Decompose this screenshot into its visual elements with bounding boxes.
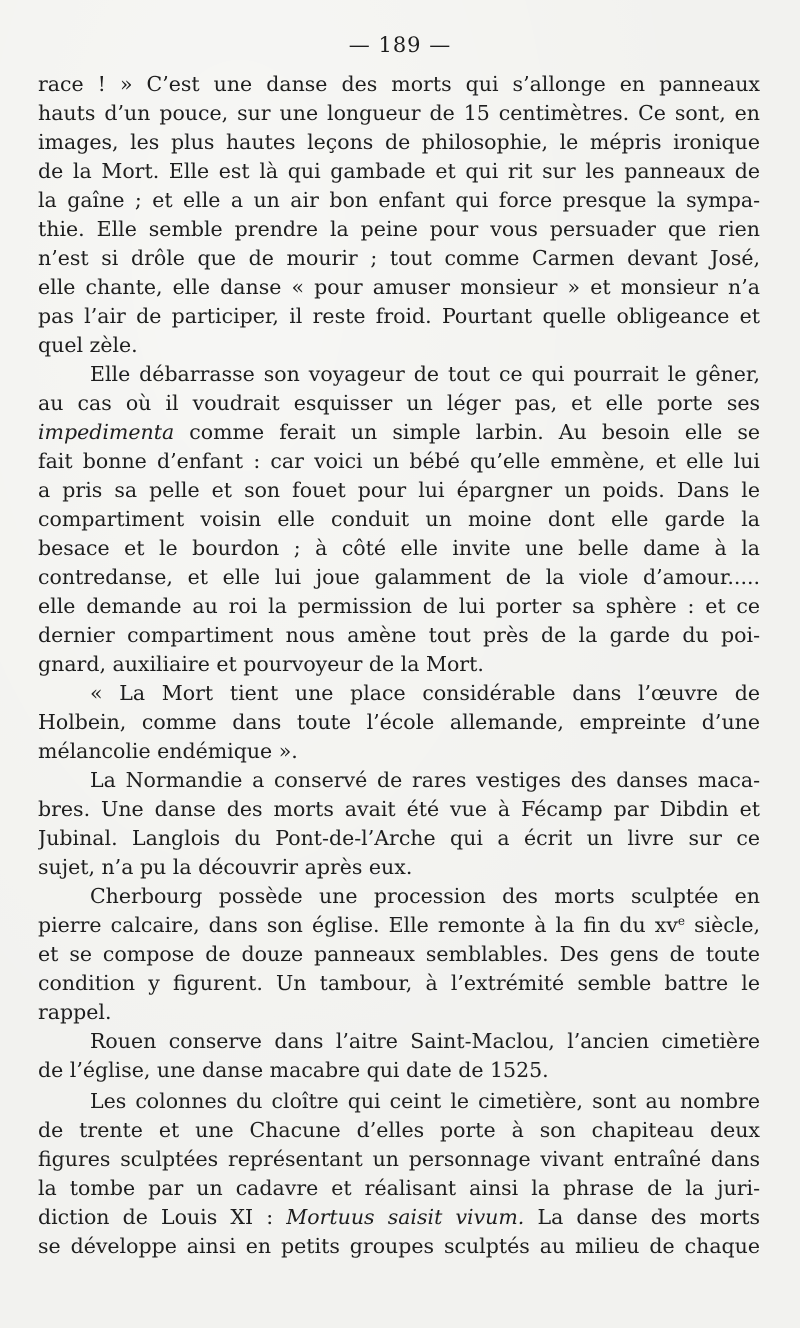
- text-line: [38, 128, 760, 157]
- text-line: [38, 476, 760, 505]
- text-line: [38, 766, 760, 795]
- text-line: [38, 186, 760, 215]
- text-segment: thie. Elle semble prendre la peine pour vous persuader que rien: [38, 217, 760, 241]
- text-line: [38, 302, 760, 331]
- text-line: [38, 998, 760, 1027]
- text-line: [38, 1203, 760, 1232]
- text-line: [38, 969, 760, 998]
- text-line: [38, 824, 760, 853]
- text-segment: Holbein, comme dans toute l’école allemande, empreinte d’une: [38, 710, 760, 734]
- text-line: [38, 592, 760, 621]
- text-line: [38, 563, 760, 592]
- italic-text: Mortuus saisit vivum.: [286, 1205, 525, 1229]
- text-segment: besace et le bourdon ; à côté elle invite une belle dame à la: [38, 536, 760, 560]
- text-line: [38, 1056, 760, 1085]
- text-line: [38, 331, 760, 360]
- text-line: [38, 621, 760, 650]
- text-line: [38, 418, 760, 447]
- text-segment: sujet, n’a pu la découvrir après eux.: [38, 855, 413, 879]
- text-line: [38, 157, 760, 186]
- text-segment: diction de Louis XI :: [38, 1205, 287, 1229]
- text-segment: au cas où il voudrait esquisser un léger pas, et elle porte ses: [38, 391, 760, 415]
- text-segment: rappel.: [38, 1000, 112, 1024]
- text-segment: de trente et une Chacune d’elles porte à son chapiteau deux: [38, 1118, 760, 1142]
- text-line: [38, 708, 760, 737]
- text-segment: bres. Une danse des morts avait été vue à Fécamp par Dibdin et: [38, 797, 760, 821]
- text-line: [38, 360, 760, 389]
- text-line: [38, 534, 760, 563]
- text-line: [38, 1027, 760, 1056]
- text-segment: Rouen conserve dans l’aitre Saint-Maclou, l’ancien cimetière: [90, 1029, 760, 1053]
- text-segment: race ! » C’est une danse des morts qui s’allonge en panneaux: [38, 72, 760, 96]
- text-segment: de la Mort. Elle est là qui gambade et qui rit sur les panneaux de: [38, 159, 760, 183]
- text-segment: elle chante, elle danse « pour amuser monsieur » et monsieur n’a: [38, 275, 760, 299]
- text-segment: Les colonnes du cloître qui ceint le cimetière, sont au nombre: [90, 1089, 760, 1113]
- text-segment: hauts d’un pouce, sur une longueur de 15 centimètres. Ce sont, en: [38, 101, 760, 125]
- text-line: [38, 940, 760, 969]
- text-segment: mélancolie endémique ».: [38, 739, 298, 763]
- text-segment: contredanse, et elle lui joue galamment de la viole d’amour.....: [38, 565, 760, 589]
- text-segment: comme ferait un simple larbin. Au besoin elle se: [174, 420, 760, 444]
- text-segment: Cherbourg possède une procession des morts sculptée en: [90, 884, 760, 908]
- text-line: [38, 650, 760, 679]
- text-segment: La danse des morts: [524, 1205, 760, 1229]
- text-line: [38, 737, 760, 766]
- text-line: [38, 911, 760, 940]
- text-line: [38, 99, 760, 128]
- text-line: [38, 389, 760, 418]
- text-segment: quel zèle.: [38, 333, 138, 357]
- text-segment: Jubinal. Langlois du Pont-de-l’Arche qui a écrit un livre sur ce: [38, 826, 760, 850]
- text-segment: compartiment voisin elle conduit un moine dont elle garde la: [38, 507, 760, 531]
- text-segment: « La Mort tient une place considérable dans l’œuvre de: [90, 681, 760, 705]
- text-segment: images, les plus hautes leçons de philosophie, le mépris ironique: [38, 130, 760, 154]
- text-line: [38, 1087, 760, 1116]
- text-line: [38, 244, 760, 273]
- text-segment: pierre calcaire, dans son église. Elle remonte à la fin du xv: [38, 913, 678, 937]
- page-number: — 189 —: [348, 33, 452, 57]
- text-segment: de l’église, une danse macabre qui date de 1525.: [38, 1058, 549, 1082]
- text-line: [38, 1116, 760, 1145]
- text-segment: n’est si drôle que de mourir ; tout comme Carmen devant José,: [38, 246, 760, 270]
- superscript-text: e: [677, 914, 686, 928]
- text-body: [38, 70, 760, 1261]
- text-segment: figures sculptées représentant un personnage vivant entraîné dans: [38, 1147, 760, 1171]
- text-line: [38, 1145, 760, 1174]
- text-segment: dernier compartiment nous amène tout près de la garde du poi-: [38, 623, 760, 647]
- text-line: [38, 853, 760, 882]
- text-line: [38, 215, 760, 244]
- italic-text: impedimenta: [38, 420, 175, 444]
- text-line: [38, 679, 760, 708]
- text-segment: Elle débarrasse son voyageur de tout ce qui pourrait le gêner,: [90, 362, 760, 386]
- text-segment: La Normandie a conservé de rares vestiges des danses maca-: [90, 768, 760, 792]
- text-segment: la gaîne ; et elle a un air bon enfant qui force presque la sympa-: [38, 188, 760, 212]
- text-line: [38, 70, 760, 99]
- text-segment: siècle,: [685, 913, 760, 937]
- text-segment: fait bonne d’enfant : car voici un bébé qu’elle emmène, et elle lui: [38, 449, 760, 473]
- text-segment: gnard, auxiliaire et pourvoyeur de la Mort.: [38, 652, 484, 676]
- text-line: [38, 1232, 760, 1261]
- text-line: [38, 1174, 760, 1203]
- text-segment: et se compose de douze panneaux semblables. Des gens de toute: [38, 942, 760, 966]
- text-segment: se développe ainsi en petits groupes sculptés au milieu de chaque: [38, 1234, 760, 1258]
- text-segment: elle demande au roi la permission de lui porter sa sphère : et ce: [38, 594, 760, 618]
- text-segment: pas l’air de participer, il reste froid. Pourtant quelle obligeance et: [38, 304, 760, 328]
- text-line: [38, 447, 760, 476]
- text-segment: la tombe par un cadavre et réalisant ainsi la phrase de la juri-: [38, 1176, 760, 1200]
- text-line: [38, 273, 760, 302]
- text-segment: condition y figurent. Un tambour, à l’extrémité semble battre le: [38, 971, 760, 995]
- text-line: [38, 882, 760, 911]
- text-segment: a pris sa pelle et son fouet pour lui épargner un poids. Dans le: [38, 478, 760, 502]
- text-line: [38, 505, 760, 534]
- text-line: [38, 795, 760, 824]
